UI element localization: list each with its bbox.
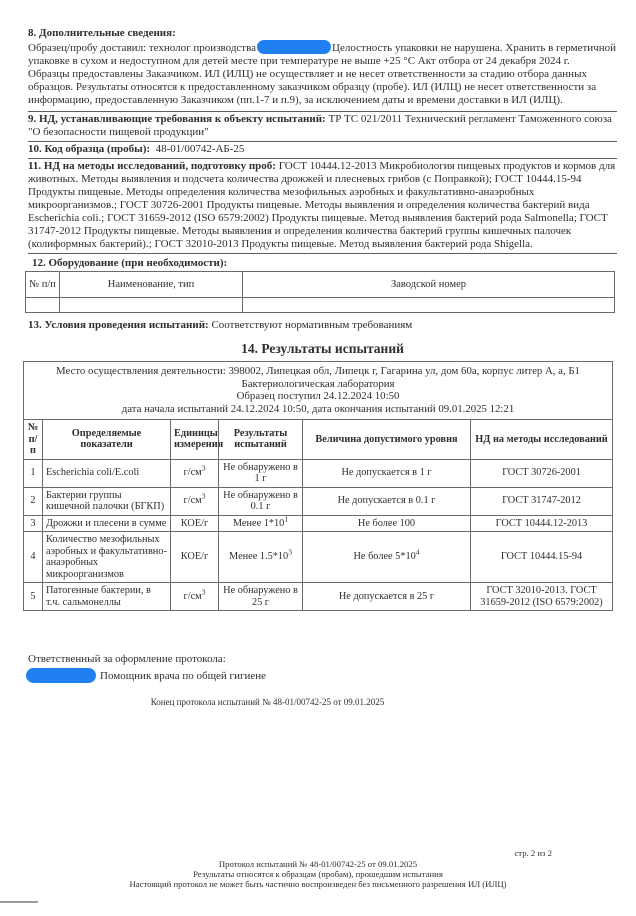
equipment-table-cell xyxy=(243,298,615,313)
results-table-row xyxy=(24,532,613,583)
section-9-text xyxy=(28,113,617,139)
row-number: 4 xyxy=(24,532,43,583)
method-standard: ГОСТ 31747-2012 xyxy=(471,487,613,515)
equipment-table xyxy=(25,271,615,313)
superscript-exponent: 4 xyxy=(415,547,420,557)
section-8-paragraph-2: Образцы предоставлены Заказчиком. ИЛ (ИЛЦ) не осуществляет и не несет ответственности за стадию отбора данных образцов. Результаты относятся к предоставленному заказчиком образцу (пробе). ИЛ (ИЛЦ) не несет ответственности за информацию, предоставленную Заказчиком (пп.1-7 и п.9), за исключением даты и времени доставки в ИЛ (ИЛЦ). xyxy=(28,68,597,106)
results-info-line: Образец поступил 24.12.2024 10:50 xyxy=(236,390,400,402)
results-column-header: Величина допустимого уровня xyxy=(303,420,471,460)
equipment-column-header: № п/п xyxy=(26,272,60,298)
footer-line-2: Результаты относятся к образцам (пробам), прошедшим испытания xyxy=(193,869,443,879)
section-9-label: 9. НД, устанавливающие требования к объекту испытаний: xyxy=(28,113,326,125)
equipment-column-header: Заводской номер xyxy=(243,272,615,298)
responsible-label: Ответственный за оформление протокола: xyxy=(28,653,226,665)
test-result: Не обнаружено в 1 г xyxy=(219,459,303,487)
section-14-title: 14. Результаты испытаний xyxy=(241,341,404,356)
equipment-column-header: Наименование, тип xyxy=(60,272,243,298)
row-number: 5 xyxy=(24,583,43,611)
redaction-blob-person-name xyxy=(26,668,96,683)
superscript-exponent: 3 xyxy=(201,587,206,597)
section-8-text-after-redaction: Целостность упаковки не нарушена. Хранить в герметичной упаковке в сухом и недоступном для детей месте при температуре не выше +25 °С Акт отбора от 24 декабря 2024 г. xyxy=(28,42,616,67)
section-8 xyxy=(28,27,617,107)
unit-of-measure: $г/см^3$ xyxy=(171,487,219,515)
footer-line-3: Настоящий протокол не может быть частично воспроизведен без письменного разрешения ИЛ (ИЛЦ) xyxy=(129,879,507,889)
section-12 xyxy=(28,253,617,313)
superscript-exponent: 3 xyxy=(288,547,292,557)
method-standard: ГОСТ 10444.12-2013 xyxy=(471,515,613,532)
results-table xyxy=(23,361,613,611)
equipment-table-header-row xyxy=(26,272,615,298)
section-8-paragraph-1 xyxy=(28,40,617,68)
allowed-level: Не более 100 xyxy=(303,515,471,532)
footer-line-1: Протокол испытаний № 48-01/00742-25 от 09.01.2025 xyxy=(218,859,418,869)
method-standard: ГОСТ 30726-2001 xyxy=(471,459,613,487)
results-table-info-row xyxy=(24,362,613,420)
equipment-table-row xyxy=(26,298,615,313)
section-10-value: 48-01/00742-АБ-25 xyxy=(155,143,245,155)
results-table-row xyxy=(24,515,613,532)
allowed-level: Не допускается в 1 г xyxy=(303,459,471,487)
unit-of-measure: КОЕ/г xyxy=(171,515,219,532)
section-11 xyxy=(28,158,617,251)
results-info-line: Бактериологическая лаборатория xyxy=(241,377,395,390)
superscript-exponent: 1 xyxy=(284,514,289,524)
allowed-level: Не более $5*10^4$ xyxy=(303,532,471,583)
section-11-value: ГОСТ 10444.12-2013 Микробиология пищевых продуктов и кормов для животных. Методы выявления и подсчета количества дрожжей и плесневых грибов (с Поправкой); ГОСТ 10444.15-94 Продукты пищевые. Методы определения количества мезофильных аэробных и факультативно-анаэробных микроорганизмов.; ГОСТ 30726-2001 Продукты пищевые. Методы выявления и определения количества бактерий вида Escherichia coli.; ГОСТ 31659-2012 (ISO 6579:2002) Продукты пищевые. Метод выявления бактерий рода Salmonella; ГОСТ 31747-2012 Продукты пищевые. Методы выявления и определения количества бактерий группы кишечных палочек (колиформных бактерий).; ГОСТ 32010-2013 Продукты пищевые. Метод выявления бактерий рода Shigella. xyxy=(28,160,616,250)
section-8-text-before-redaction: Образец/пробу доставил: технолог производства xyxy=(28,42,257,54)
results-table-row xyxy=(24,583,613,611)
indicator-name: Патогенные бактерии, в т.ч. сальмонеллы xyxy=(43,583,171,611)
section-13-label: 13. Условия проведения испытаний: xyxy=(28,319,209,331)
method-standard: ГОСТ 10444.15-94 xyxy=(471,532,613,583)
indicator-name: Количество мезофильных аэробных и факультативно-анаэробных микроорганизмов xyxy=(43,532,171,583)
section-13 xyxy=(28,319,617,332)
section-8-heading: 8. Дополнительные сведения: xyxy=(28,27,176,39)
section-10-text xyxy=(28,143,617,156)
responsible-person-line xyxy=(25,668,617,683)
test-result: Менее $1*10^1$ xyxy=(219,515,303,532)
superscript-exponent: 3 xyxy=(201,463,206,473)
unit-of-measure: $г/см^3$ xyxy=(171,459,219,487)
section-11-label: 11. НД на методы исследований, подготовку проб: xyxy=(28,160,276,172)
indicator-name: Дрожжи и плесени в сумме xyxy=(43,515,171,532)
equipment-table-cell xyxy=(60,298,243,313)
scan-artifact-line xyxy=(0,901,38,903)
results-table-header-row xyxy=(24,420,613,460)
results-table-info-cell xyxy=(24,362,613,420)
unit-of-measure: КОЕ/г xyxy=(171,532,219,583)
results-column-header: Результаты испытаний xyxy=(219,420,303,460)
page-number-indicator: стр. 2 из 2 xyxy=(514,848,552,858)
section-11-text xyxy=(28,160,617,251)
test-result: Не обнаружено в 0.1 г xyxy=(219,487,303,515)
test-result: Менее $1.5*10^3$ xyxy=(219,532,303,583)
results-column-header: Определяемые показатели xyxy=(43,420,171,460)
results-table-row xyxy=(24,459,613,487)
responsible-position: Помощник врача по общей гигиене xyxy=(100,670,267,682)
results-info-line: Место осуществления деятельности: 398002, Липецкая обл, Липецк г, Гагарина ул, дом 60а, корпус литер А, а, Б1 xyxy=(56,365,580,377)
section-10 xyxy=(28,141,617,156)
responsible-block xyxy=(28,653,617,683)
section-12-heading: 12. Оборудование (при необходимости): xyxy=(32,257,228,269)
allowed-level: Не допускается в 0.1 г xyxy=(303,487,471,515)
row-number: 3 xyxy=(24,515,43,532)
section-13-value: Соответствуют нормативным требованиям xyxy=(211,319,413,331)
results-info-line: дата начала испытаний 24.12.2024 10:50, дата окончания испытаний 09.01.2025 12:21 xyxy=(121,402,515,415)
results-column-header: НД на методы исследований xyxy=(471,420,613,460)
results-table-row xyxy=(24,487,613,515)
section-10-label: 10. Код образца (пробы): xyxy=(28,143,151,155)
section-9-value: ТР ТС 021/2011 Технический регламент Таможенного союза "О безопасности пищевой продукции" xyxy=(28,113,612,138)
row-number: 2 xyxy=(24,487,43,515)
results-column-header: Единицы измерения xyxy=(171,420,219,460)
allowed-level: Не допускается в 25 г xyxy=(303,583,471,611)
indicator-name: Бактерии группы кишечной палочки (БГКП) xyxy=(43,487,171,515)
equipment-table-cell xyxy=(26,298,60,313)
page-footer xyxy=(0,848,636,889)
section-9 xyxy=(28,111,617,139)
indicator-name: Escherichia coli/E.coli xyxy=(43,459,171,487)
test-result: Не обнаружено в 25 г xyxy=(219,583,303,611)
redaction-blob-technologist-name xyxy=(257,40,331,54)
section-13-text xyxy=(28,319,617,332)
end-of-protocol-line: Конец протокола испытаний № 48-01/00742-25 от 09.01.2025 xyxy=(150,697,385,707)
results-column-header: № п/п xyxy=(24,420,43,460)
row-number: 1 xyxy=(24,459,43,487)
unit-of-measure: $г/см^3$ xyxy=(171,583,219,611)
method-standard: ГОСТ 32010-2013. ГОСТ 31659-2012 (ISO 6579:2002) xyxy=(471,583,613,611)
superscript-exponent: 3 xyxy=(201,491,206,501)
